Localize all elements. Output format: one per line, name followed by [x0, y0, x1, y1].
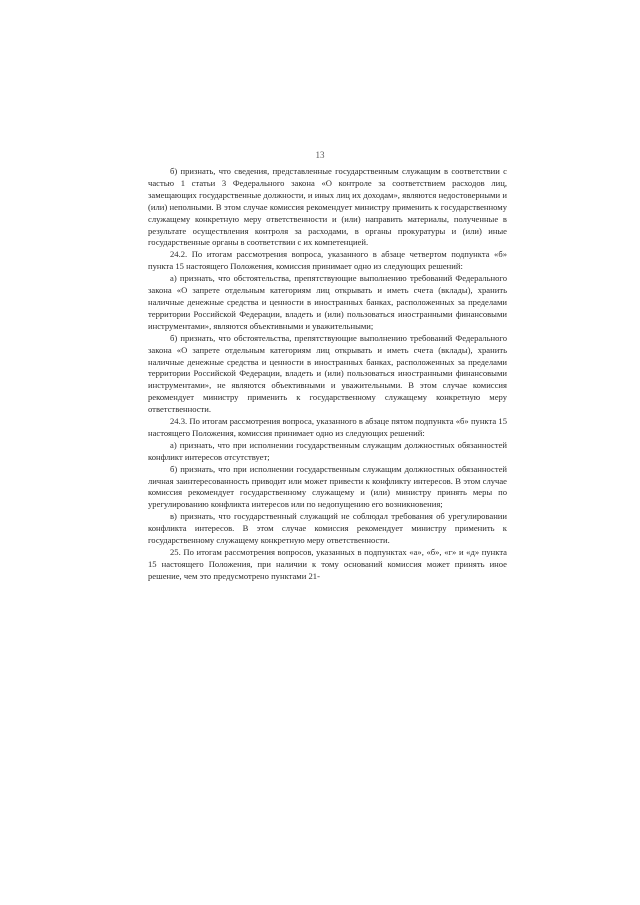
paragraph-24-3-b: б) признать, что при исполнении государственным служащим должностных обязанностей личная заинтересованность приводит или может привести к конфликту интересов. В этом случае комиссия рекомендует государственному служащему и (или) министру принять меры по урегулированию конфликта интересов или по недопущению его возникновения; [148, 463, 507, 510]
paragraph-24-2-a: а) признать, что обстоятельства, препятствующие выполнению требований Федерального закона «О запрете отдельным категориям лиц открывать и иметь счета (вклады), хранить наличные денежные средства и ценности в иностранных банках, расположенных за пределами территории Российской Федерации, владеть и (или) пользоваться иностранными финансовыми инструментами», являются объективными и уважительными; [148, 273, 507, 331]
paragraph-25: 25. По итогам рассмотрения вопросов, указанных в подпунктах «а», «б», «г» и «д» пункта 15 настоящего Положения, при наличии к тому оснований комиссия может принять иное решение, чем это предусмотрено пунктами 21- [148, 547, 507, 581]
paragraph-24-3-v: в) признать, что государственный служащий не соблюдал требования об урегулировании конфликта интересов. В этом случае комиссия рекомендует министру применить к государственному служащему конкретную меру ответственности. [148, 511, 507, 546]
paragraph-24-3: 24.3. По итогам рассмотрения вопроса, указанного в абзаце пятом подпункта «б» пункта 15 настоящего Положения, комиссия принимает одно из следующих решений: [148, 416, 507, 438]
paragraph-24-2-b: б) признать, что обстоятельства, препятствующие выполнению требований Федерального закона «О запрете отдельным категориям лиц открывать и иметь счета (вклады), хранить наличные денежные средства и ценности в иностранных банках, расположенных за пределами территории Российской Федерации, владеть и (или) пользоваться иностранными финансовыми инструментами», не являются объективными и уважительными. В этом случае комиссия рекомендует министру применить к государственному служащему конкретную меру ответственности. [148, 332, 507, 415]
page-number: 13 [315, 150, 325, 160]
paragraph-24-2: 24.2. По итогам рассмотрения вопроса, указанного в абзаце четвертом подпункта «б» пункта 15 настоящего Положения, комиссия принимает одно из следующих решений: [148, 249, 507, 272]
document-body [148, 166, 507, 583]
paragraph-24-1-b: б) признать, что сведения, представленные государственным служащим в соответствии с частью 1 статьи 3 Федерального закона «О контроле за соответствием расходов лиц, замещающих государственные должности, и иных лиц их доходам», являются недостоверными и (или) неполными. В этом случае комиссия рекомендует министру применить к государственному служащему конкретную меру ответственности и (или) направить материалы, полученные в результате осуществления контроля за расходами, в органы прокуратуры и (или) иные государственные органы в соответствии с их компетенцией. [148, 166, 507, 248]
paragraph-24-3-a: а) признать, что при исполнении государственным служащим должностных обязанностей конфликт интересов отсутствует; [148, 439, 507, 462]
